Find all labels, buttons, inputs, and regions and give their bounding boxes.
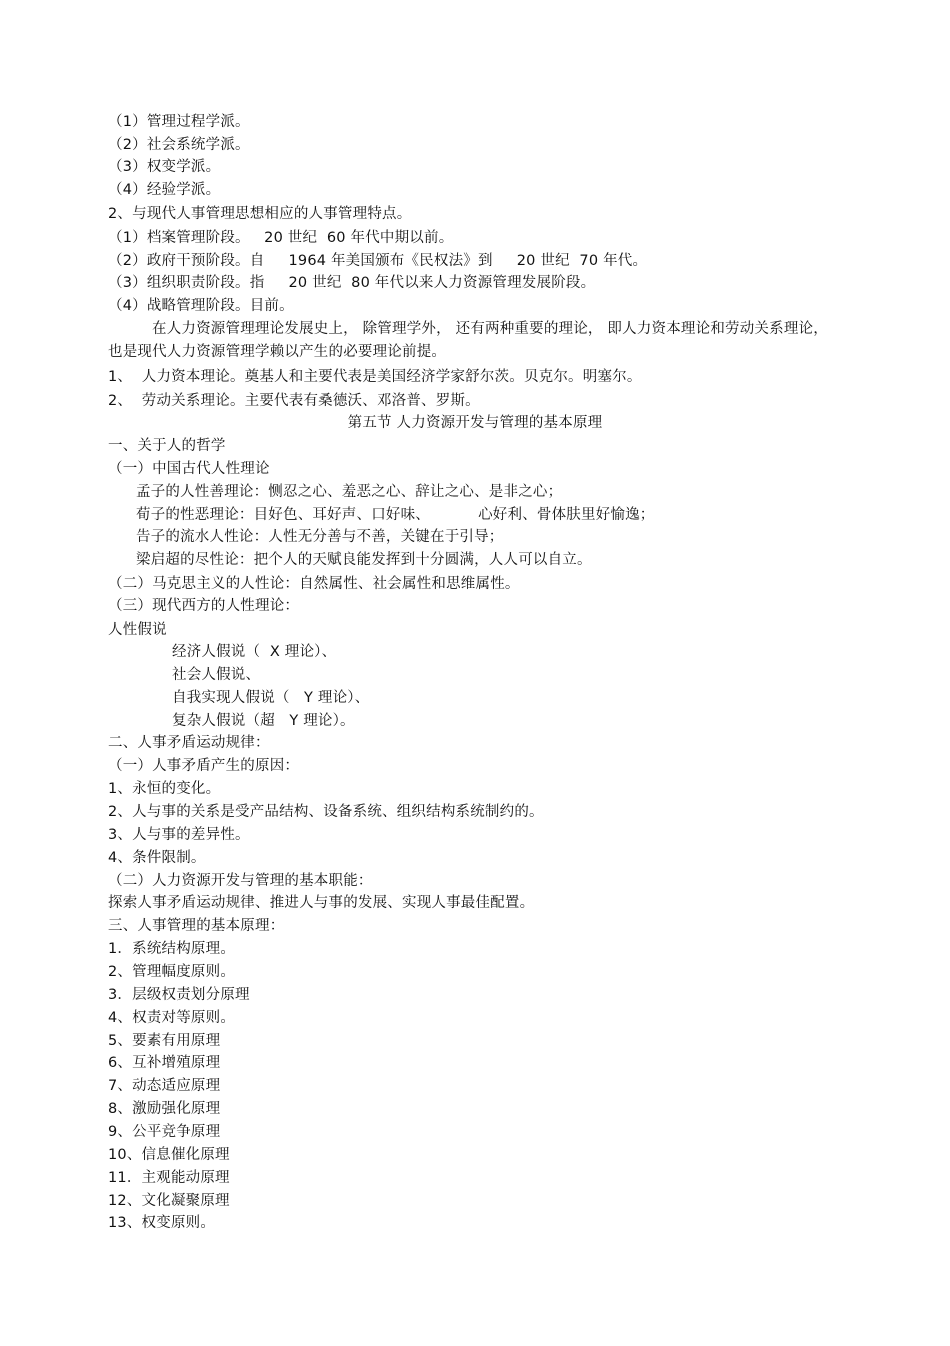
hypothesis-line: 自我实现人假说（ Y 理论）、: [172, 690, 370, 706]
text-line: （3）权变学派。: [108, 159, 221, 175]
theory-line: 告子的流水人性论：人性无分善与不善，关键在于引导；: [136, 529, 504, 545]
principle-item: 5、要素有用原理: [108, 1033, 221, 1049]
text-line: （1）档案管理阶段。 20 世纪 60 年代中期以前。: [108, 230, 454, 246]
principle-item: 12、文化凝聚原理: [108, 1193, 230, 1209]
principle-item: 9、公平竞争原理: [108, 1124, 221, 1140]
text-line: （二）马克思主义的人性论：自然属性、社会属性和思维属性。: [108, 576, 520, 592]
text-line: 4、条件限制。: [108, 850, 206, 866]
principle-item: 8、激励强化原理: [108, 1101, 221, 1117]
principle-item: 1．系统结构原理。: [108, 941, 236, 957]
hypothesis-line: 社会人假说、: [172, 667, 261, 683]
principle-item: 2、管理幅度原则。: [108, 964, 236, 980]
text-line: （2）社会系统学派。: [108, 137, 250, 153]
text-line: 2、与现代人事管理思想相应的人事管理特点。: [108, 206, 412, 222]
section-title: 第五节 人力资源开发与管理的基本原理: [347, 415, 603, 431]
text-line: 探索人事矛盾运动规律、推进人与事的发展、实现人事最佳配置。: [108, 895, 535, 911]
theory-line: 梁启超的尽性论：把个人的天赋良能发挥到十分圆满，人人可以自立。: [136, 552, 592, 568]
hypothesis-line: 复杂人假说（超 Y 理论）。: [172, 713, 355, 729]
body-paragraph: 在人力资源管理理论发展史上， 除管理学外， 还有两种重要的理论， 即人力资本理论和劳动关系理论，也是现代人力资源管理学赖以产生的必要理论前提。: [108, 321, 828, 360]
text-line: 1、永恒的变化。: [108, 781, 221, 797]
heading-line: 三、人事管理的基本原理：: [108, 918, 285, 934]
theory-line: 孟子的人性善理论：恻忍之心、羞恶之心、辞让之心、是非之心；: [136, 484, 563, 500]
text-line: （1）管理过程学派。: [108, 114, 250, 130]
heading-line: 一、关于人的哲学: [108, 438, 226, 454]
principle-item: 11．主观能动原理: [108, 1170, 230, 1186]
principle-item: 13、权变原则。: [108, 1215, 216, 1231]
principle-item: 6、互补增殖原理: [108, 1055, 221, 1071]
text-line: 3、人与事的差异性。: [108, 827, 250, 843]
text-line: （4）经验学派。: [108, 182, 221, 198]
text-line: 2、 劳动关系理论。主要代表有桑德沃、邓洛普、罗斯。: [108, 393, 480, 409]
text-line: （2）政府干预阶段。自 1964 年美国颁布《民权法》到 20 世纪 70 年代。: [108, 253, 648, 269]
principle-item: 7、动态适应原理: [108, 1078, 221, 1094]
text-line: 人性假说: [108, 622, 167, 638]
principle-item: 4、权责对等原则。: [108, 1010, 236, 1026]
subheading-line: （一）人事矛盾产生的原因：: [108, 758, 300, 774]
principle-item: 3．层级权责划分原理: [108, 987, 250, 1003]
text-line: （4）战略管理阶段。目前。: [108, 298, 294, 314]
hypothesis-line: 经济人假说（ X 理论）、: [172, 644, 337, 660]
text-line: （三）现代西方的人性理论：: [108, 598, 300, 614]
text-line: 2、人与事的关系是受产品结构、设备系统、组织结构系统制约的。: [108, 804, 544, 820]
subheading-line: （一）中国古代人性理论: [108, 461, 270, 477]
text-line: （3）组织职责阶段。指 20 世纪 80 年代以来人力资源管理发展阶段。: [108, 275, 596, 291]
text-line: 1、 人力资本理论。奠基人和主要代表是美国经济学家舒尔茨。贝克尔。明塞尔。: [108, 369, 642, 385]
subheading-line: （二）人力资源开发与管理的基本职能：: [108, 873, 373, 889]
principle-item: 10、信息催化原理: [108, 1147, 230, 1163]
theory-line: 荀子的性恶理论：目好色、耳好声、口好味、 心好利、骨体肤里好愉逸；: [136, 507, 655, 523]
heading-line: 二、人事矛盾运动规律：: [108, 735, 270, 751]
